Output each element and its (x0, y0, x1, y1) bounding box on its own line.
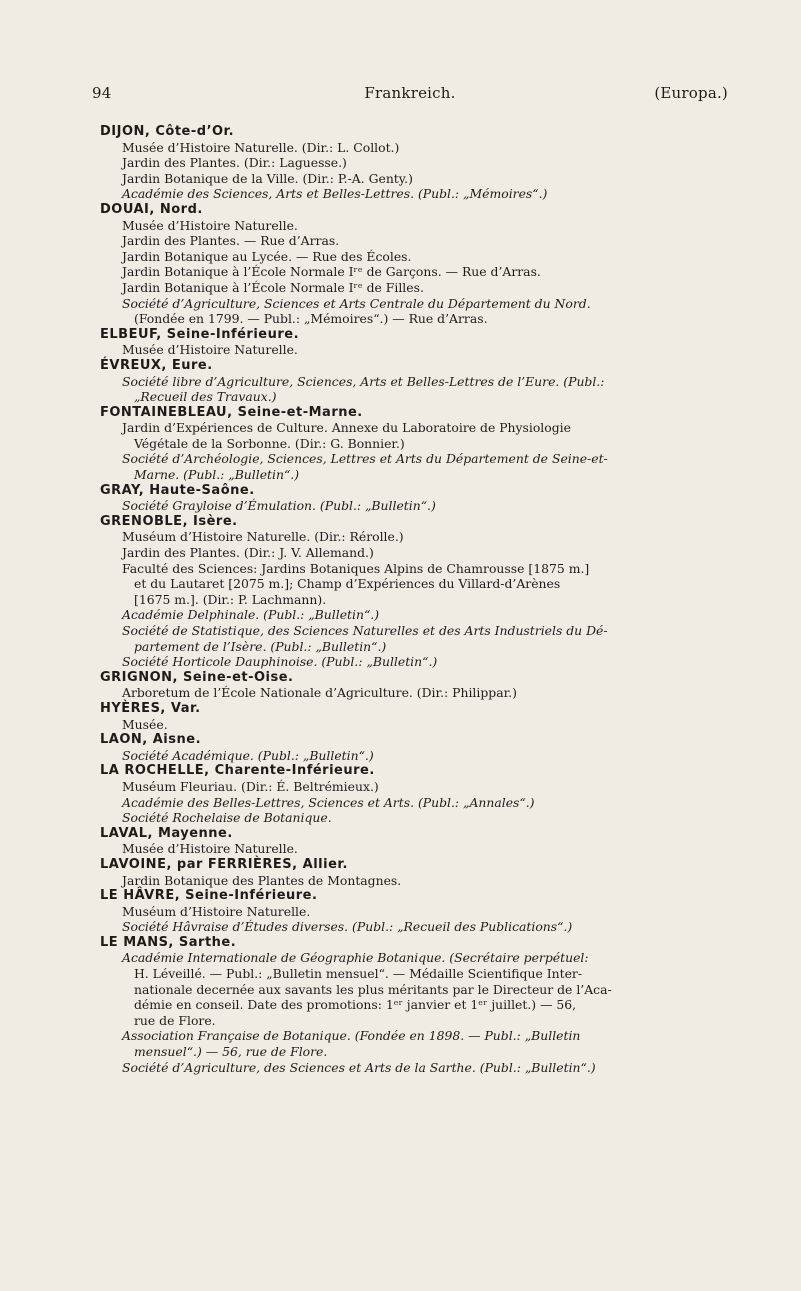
entry-line: partement de l’Isère. (Publ.: „Bulletin“.) (134, 638, 387, 654)
entry-line: Jardin des Plantes. (Dir.: Laguesse.) (122, 155, 347, 171)
city-heading: GRENOBLE, Isère. (100, 513, 238, 529)
city-heading: LAVAL, Mayenne. (100, 825, 233, 841)
entry-line: Jardin des Plantes. (Dir.: J. V. Allemand.) (122, 545, 374, 561)
entry-line: Société d’Archéologie, Sciences, Lettres et Arts du Département de Seine-et- (122, 451, 608, 467)
city-heading: LAON, Aisne. (100, 732, 202, 748)
entry-line: nationale decernée aux savants les plus méritants par le Directeur de l’Aca- (134, 981, 612, 997)
entry-line: Société Grayloise d’Émulation. (Publ.: „Bulletin“.) (122, 498, 436, 514)
entry-line: Société d’Agriculture, des Sciences et Arts de la Sarthe. (Publ.: „Bulletin“.) (122, 1059, 596, 1075)
city-heading: GRAY, Haute-Saône. (100, 482, 255, 498)
entry-line: Société Académique. (Publ.: „Bulletin“.) (122, 747, 374, 763)
city-heading: FONTAINEBLEAU, Seine-et-Marne. (100, 404, 363, 420)
entry-line: Végétale de la Sorbonne. (Dir.: G. Bonnier.) (134, 435, 405, 451)
entry-line: démie en conseil. Date des promotions: 1ᵉʳ janvier et 1ᵉʳ juillet.) — 56, (134, 997, 577, 1013)
entry-line: Société libre d’Agriculture, Sciences, Arts et Belles-Lettres de l’Eure. (Publ.: (122, 373, 605, 389)
city-heading: LAVOINE, par FERRIÈRES, Allier. (100, 856, 348, 872)
entry-line: Jardin d’Expériences de Culture. Annexe du Laboratoire de Physiologie (122, 420, 571, 436)
city-heading: LE HÂVRE, Seine-Inférieure. (100, 888, 318, 904)
entry-line: (Fondée en 1799. — Publ.: „Mémoires“.) — Rue d’Arras. (134, 311, 488, 327)
city-heading: ÉVREUX, Eure. (100, 357, 213, 373)
entry-line: „Recueil des Travaux.) (134, 389, 277, 405)
city-heading: GRIGNON, Seine-et-Oise. (100, 669, 294, 685)
directory-entries (100, 124, 740, 1075)
entry-line: Musée. (122, 716, 168, 732)
region-label: (Europa.) (654, 84, 728, 102)
entry-line: Musée d’Histoire Naturelle. (122, 217, 298, 233)
entry-line: Académie Delphinale. (Publ.: „Bulletin“.) (122, 607, 380, 623)
city-heading: HYÈRES, Var. (100, 700, 201, 716)
city-heading: LE MANS, Sarthe. (100, 934, 237, 950)
entry-line: Muséum Fleuriau. (Dir.: É. Beltrémieux.) (122, 778, 379, 794)
entry-line: Musée d’Histoire Naturelle. (122, 841, 298, 857)
entry-line: Muséum d’Histoire Naturelle. (122, 903, 311, 919)
city-heading: DIJON, Côte-d’Or. (100, 124, 235, 139)
entry-line: Jardin des Plantes. — Rue d’Arras. (122, 233, 340, 249)
city-heading: ELBEUF, Seine-Inférieure. (100, 326, 300, 342)
entry-line: Société Hâvraise d’Études diverses. (Publ.: „Recueil des Publications“.) (122, 919, 573, 935)
running-title: Frankreich. (364, 84, 456, 102)
entry-line: rue de Flore. (134, 1012, 216, 1028)
entry-line: Jardin Botanique à l’École Normale Iʳᵉ de Garçons. — Rue d’Arras. (122, 264, 541, 280)
entry-line: Académie Internationale de Géographie Botanique. (Secrétaire perpétuel: (122, 950, 589, 966)
entry-line: Société Horticole Dauphinoise. (Publ.: „Bulletin“.) (122, 654, 438, 670)
entry-line: Muséum d’Histoire Naturelle. (Dir.: Rérolle.) (122, 529, 404, 545)
entry-line: Académie des Sciences, Arts et Belles-Lettres. (Publ.: „Mémoires“.) (122, 186, 548, 202)
city-heading: DOUAI, Nord. (100, 201, 203, 217)
entry-line: H. Léveillé. — Publ.: „Bulletin mensuel“. — Médaille Scientifique Inter- (134, 966, 583, 982)
entry-line: Société d’Agriculture, Sciences et Arts Centrale du Département du Nord. (122, 295, 591, 311)
entry-line: Société Rochelaise de Botanique. (122, 810, 332, 826)
entry-line: Jardin Botanique au Lycée. — Rue des Écoles. (122, 248, 412, 264)
page-number: 94 (92, 84, 112, 102)
entry-line: mensuel“.) — 56, rue de Flore. (134, 1044, 328, 1060)
entry-line: Jardin Botanique des Plantes de Montagnes. (122, 872, 402, 888)
entry-line: Jardin Botanique de la Ville. (Dir.: P.-A. Genty.) (122, 170, 413, 186)
city-heading: LA ROCHELLE, Charente-Inférieure. (100, 763, 375, 779)
entry-line: et du Lautaret [2075 m.]; Champ d’Expériences du Villard-d’Arènes (134, 576, 561, 592)
entry-line: Jardin Botanique à l’École Normale Iʳᵉ de Filles. (122, 279, 424, 295)
entry-line: Société de Statistique, des Sciences Naturelles et des Arts Industriels du Dé- (122, 623, 608, 638)
entry-line: [1675 m.]. (Dir.: P. Lachmann). (134, 591, 327, 607)
entry-line: Faculté des Sciences: Jardins Botaniques Alpins de Chamrousse [1875 m.] (122, 560, 590, 576)
entry-line: Musée d’Histoire Naturelle. (122, 342, 298, 358)
entry-line: Musée d’Histoire Naturelle. (Dir.: L. Collot.) (122, 139, 400, 155)
entry-line: Marne. (Publ.: „Bulletin“.) (134, 467, 300, 483)
entry-line: Association Française de Botanique. (Fondée en 1898. — Publ.: „Bulletin (122, 1028, 581, 1044)
entry-line: Académie des Belles-Lettres, Sciences et Arts. (Publ.: „Annales“.) (122, 794, 535, 810)
entry-line: Arboretum de l’École Nationale d’Agriculture. (Dir.: Philippar.) (122, 685, 517, 701)
